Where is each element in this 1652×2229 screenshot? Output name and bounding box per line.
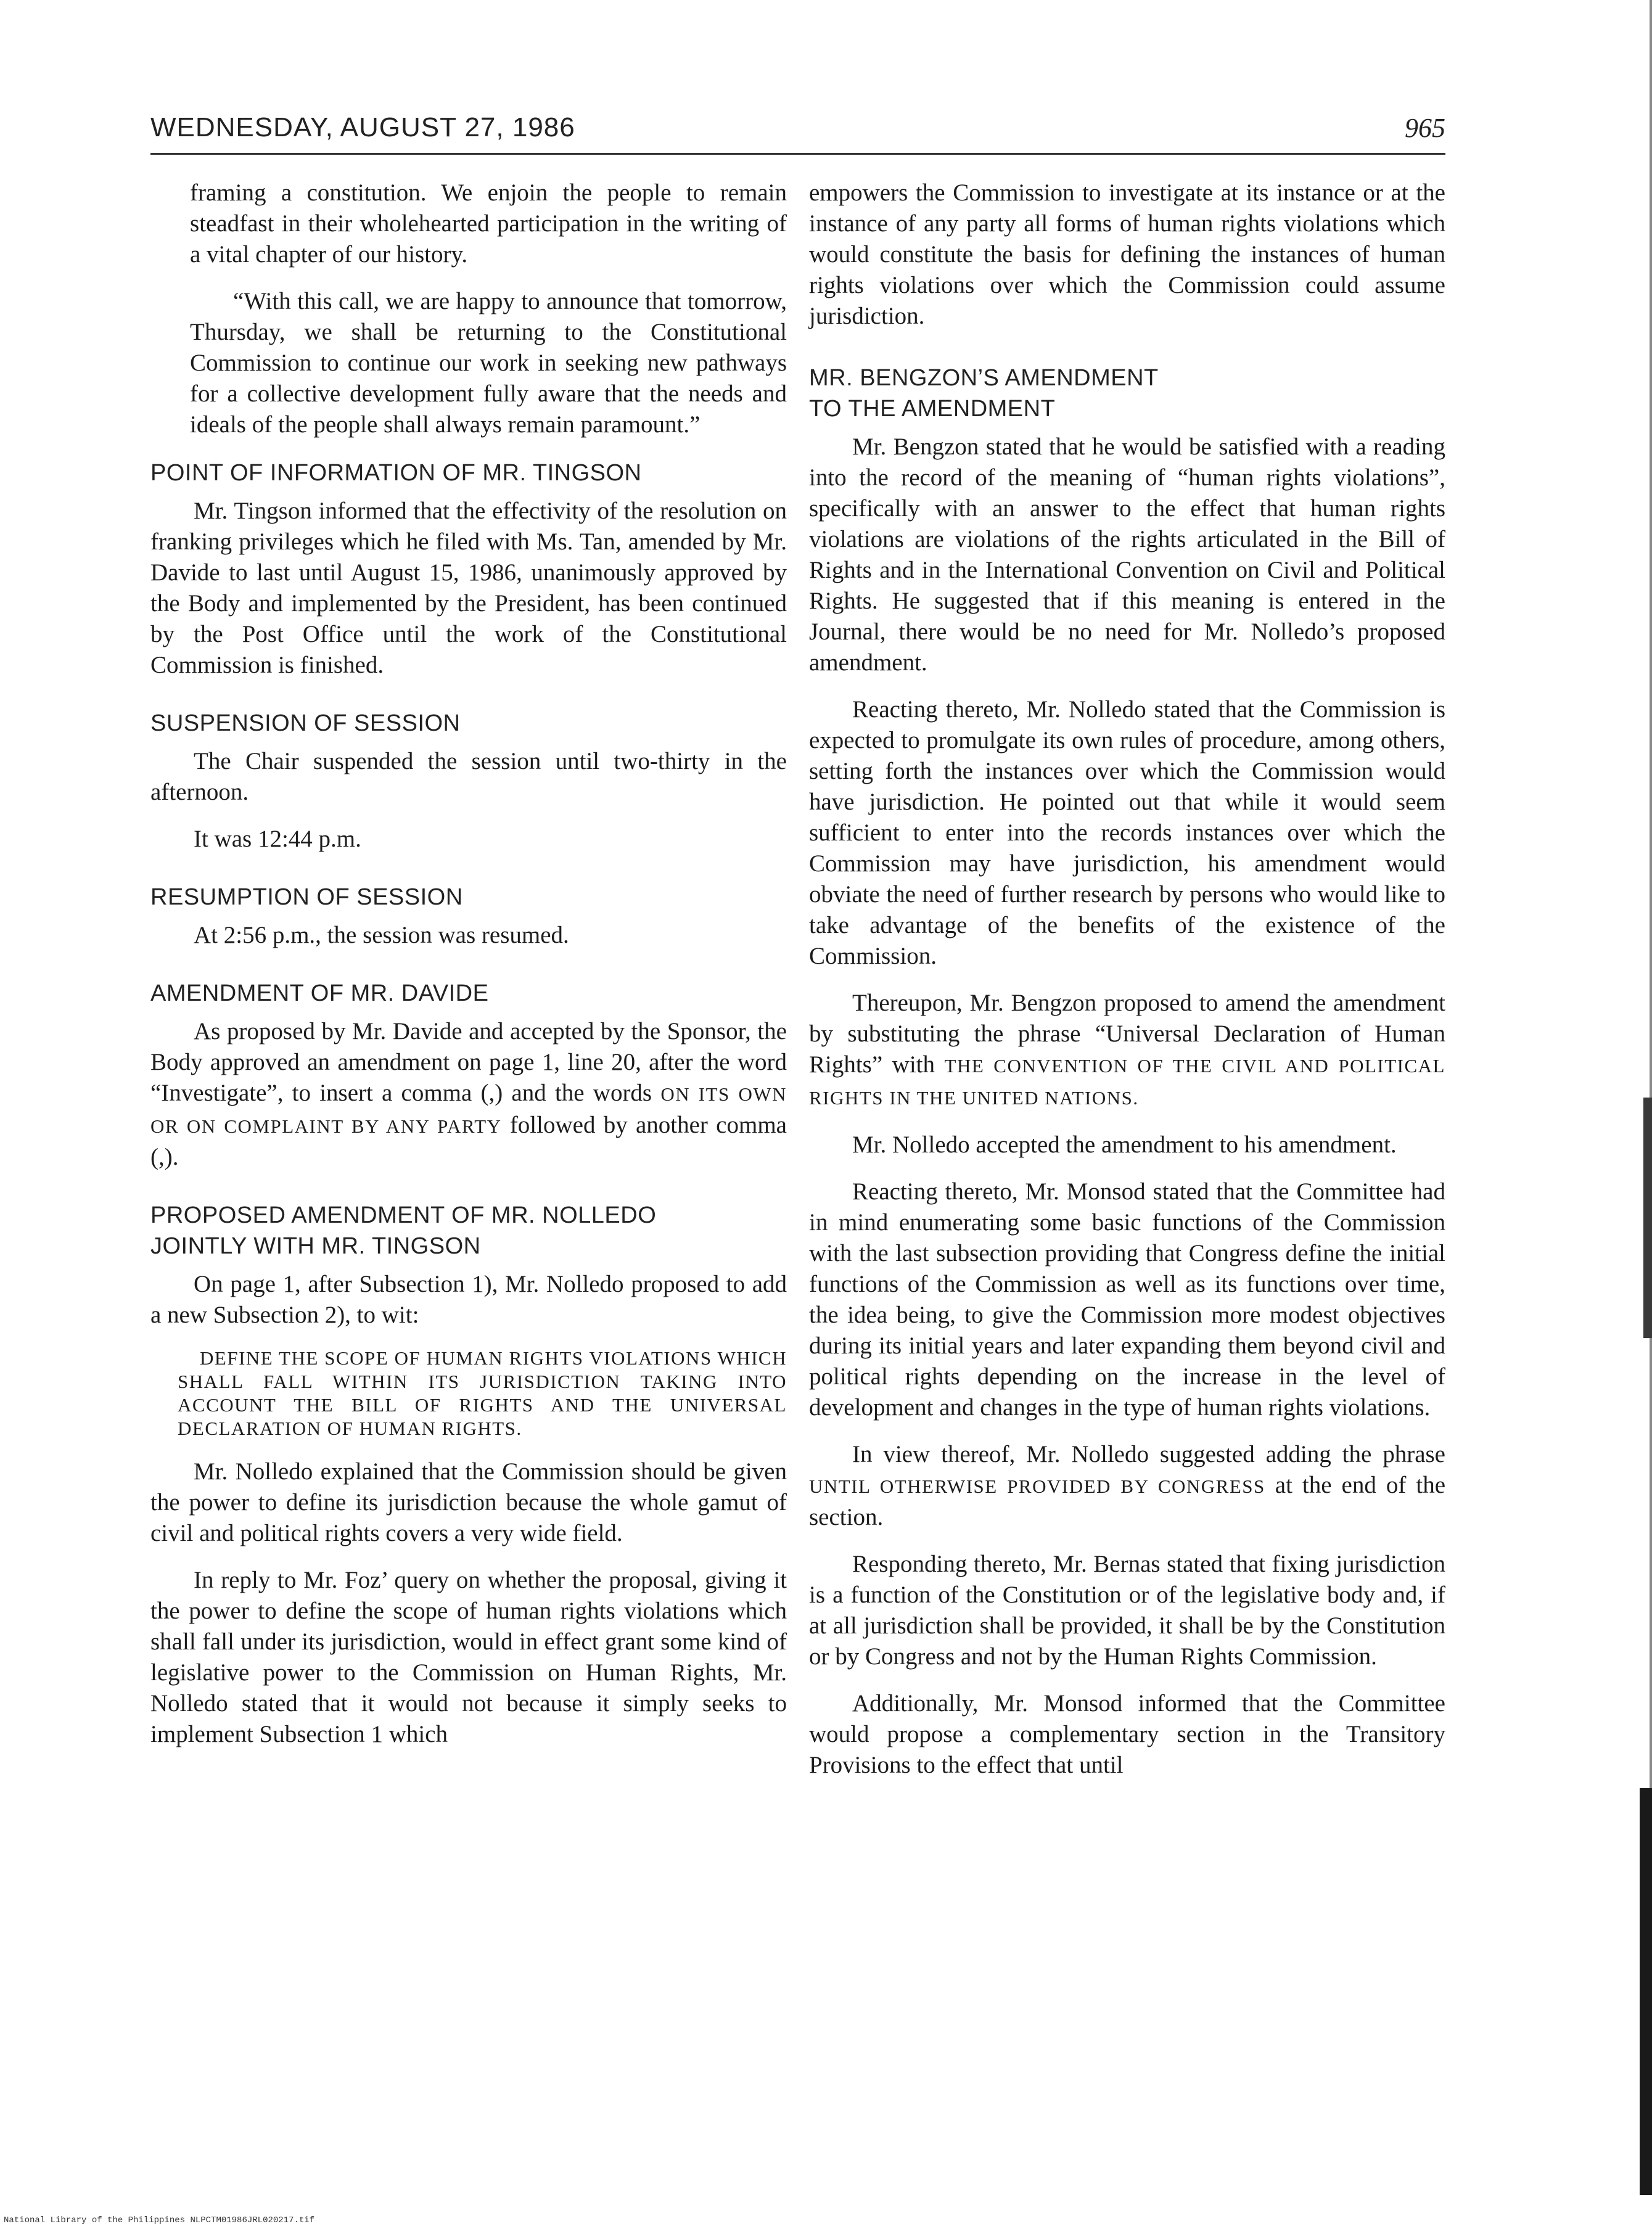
paragraph: Responding thereto, Mr. Bernas stated that fixing jurisdiction is a function of the Constitution or of the legislative body and, if at all jurisdiction shall be provided, it shall be by the Constitution or by Congress and not by the Human Rights Commission. [809,1551,1445,1670]
section-heading [150,1200,787,1262]
paragraph: It was 12:44 p.m. [194,826,361,852]
scan-edge-mark [1643,1098,1652,1338]
section-heading-line: PROPOSED AMENDMENT OF MR. NOLLEDO [150,1202,657,1228]
inserted-words: ON ITS OWN OR ON COMPLAINT BY ANY PARTY [150,1083,787,1137]
paragraph: Reacting thereto, Mr. Monsod stated that the Committee had in mind enumerating some basic functions of the Commission with the last subsection providing that Congress define the initial functions of the Commission as well as its functions over time, the idea being, to give the Commission more modest objectives during its initial years and later expanding them beyond civil and political rights depending on the increase in the level of development and changes in the type of human rights violations. [809,1178,1445,1421]
paragraph: At 2:56 p.m., the session was resumed. [194,922,569,948]
paragraph: Additionally, Mr. Monsod informed that the Committee would propose a complementary section in the Transitory Provisions to the effect that until [809,1690,1445,1778]
section-heading: AMENDMENT OF MR. DAVIDE [150,980,489,1006]
paragraph: empowers the Commission to investigate at its instance or at the instance of any party all forms of human rights violations which would constitute the basis for defining the instances of human rights violations over which the Commission could assume jurisdiction. [809,179,1445,329]
paragraph: On page 1, after Subsection 1), Mr. Nolledo proposed to add a new Subsection 2), to wit: [150,1271,787,1328]
paragraph-text: followed by another comma (,). [150,1112,787,1170]
paragraph [809,988,1445,1114]
left-column [150,178,787,1766]
page-date: WEDNESDAY, AUGUST 27, 1986 [150,112,575,142]
scan-edge-mark [1640,1788,1652,2195]
header-rule [150,153,1445,155]
paragraph: In reply to Mr. Foz’ query on whether the proposal, giving it the power to define the scope of human rights violations which shall fall under its jurisdiction, would in effect grant some kind of legislative power to the Commission on Human Rights, Mr. Nolledo stated that it would not because it simply seeks to implement Subsection 1 which [150,1567,787,1747]
section-heading-line: TO THE AMENDMENT [809,396,1056,422]
paragraph [150,1016,787,1173]
section-heading: POINT OF INFORMATION OF MR. TINGSON [150,460,642,486]
paragraph: framing a constitution. We enjoin the people to remain steadfast in their wholehearted participation in the writing of a vital chapter of our history. [190,179,787,268]
section-heading-line: MR. BENGZON’S AMENDMENT [809,365,1159,391]
section-heading-line: JOINTLY WITH MR. TINGSON [150,1233,481,1259]
page-header [150,112,1445,155]
page-number: 965 [1405,113,1445,143]
right-column [809,178,1445,1797]
paragraph-text: Thereupon, Mr. Bengzon proposed to amend the amendment by substituting the phrase “Universal Declaration of Human Rights” with [809,990,1445,1078]
paragraph: Mr. Nolledo accepted the amendment to his amendment. [852,1131,1397,1158]
paragraph: Mr. Nolledo explained that the Commission should be given the power to define its jurisdiction because the whole gamut of civil and political rights covers a very wide field. [150,1458,787,1546]
proposed-subsection-quote: DEFINE THE SCOPE OF HUMAN RIGHTS VIOLATIONS WHICH SHALL FALL WITHIN ITS JURISDICTION TAKING INTO ACCOUNT THE BILL OF RIGHTS AND THE UNIVERSAL DECLARATION OF HUMAN RIGHTS. [178,1347,787,1439]
inserted-words: THE CONVENTION OF THE CIVIL AND POLITICAL RIGHTS IN THE UNITED NATIONS. [809,1055,1445,1109]
paragraph-text: In view thereof, Mr. Nolledo suggested adding the phrase [852,1441,1445,1468]
section-heading [809,363,1445,424]
paragraph: Mr. Bengzon stated that he would be satisfied with a reading into the record of the meaning of “human rights violations”, specifically with an answer to the effect that human rights violations are violations of the rights articulated in the Bill of Rights and in the International Convention on Civil and Political Rights. He suggested that if this meaning is entered in the Journal, there would be no need for Mr. Nolledo’s proposed amendment. [809,433,1445,676]
section-heading: RESUMPTION OF SESSION [150,884,463,910]
paragraph [809,1439,1445,1533]
paragraph-text: at the end of the section. [809,1472,1445,1530]
section-heading: SUSPENSION OF SESSION [150,710,461,736]
inserted-words: UNTIL OTHERWISE PROVIDED BY CONGRESS [809,1476,1265,1497]
scan-source-note: National Library of the Philippines NLPCTM01986JRL020217.tif [4,2215,315,2225]
paragraph-text: As proposed by Mr. Davide and accepted by the Sponsor, the Body approved an amendment on page 1, line 20, after the word “Investigate”, to insert a comma (,) and the words [150,1018,787,1106]
paragraph: Mr. Tingson informed that the effectivity of the resolution on franking privileges which he filed with Ms. Tan, amended by Mr. Davide to last until August 15, 1986, unanimously approved by the Body and implemented by the President, has been continued by the Post Office until the work of the Constitutional Commission is finished. [150,498,787,678]
paragraph: “With this call, we are happy to announce that tomorrow, Thursday, we shall be returning to the Constitutional Commission to continue our work in seeking new pathways for a collective development fully aware that the needs and ideals of the people shall always remain paramount.” [190,288,787,438]
paragraph: The Chair suspended the session until two-thirty in the afternoon. [150,748,787,805]
paragraph: Reacting thereto, Mr. Nolledo stated that the Commission is expected to promulgate its own rules of procedure, among others, setting forth the instances over which the Commission would have jurisdiction. He pointed out that while it would seem sufficient to enter into the records instances over which the Commission may have jurisdiction, his amendment would obviate the need of further research by persons who would like to take advantage of the benefits of the existence of the Commission. [809,696,1445,969]
